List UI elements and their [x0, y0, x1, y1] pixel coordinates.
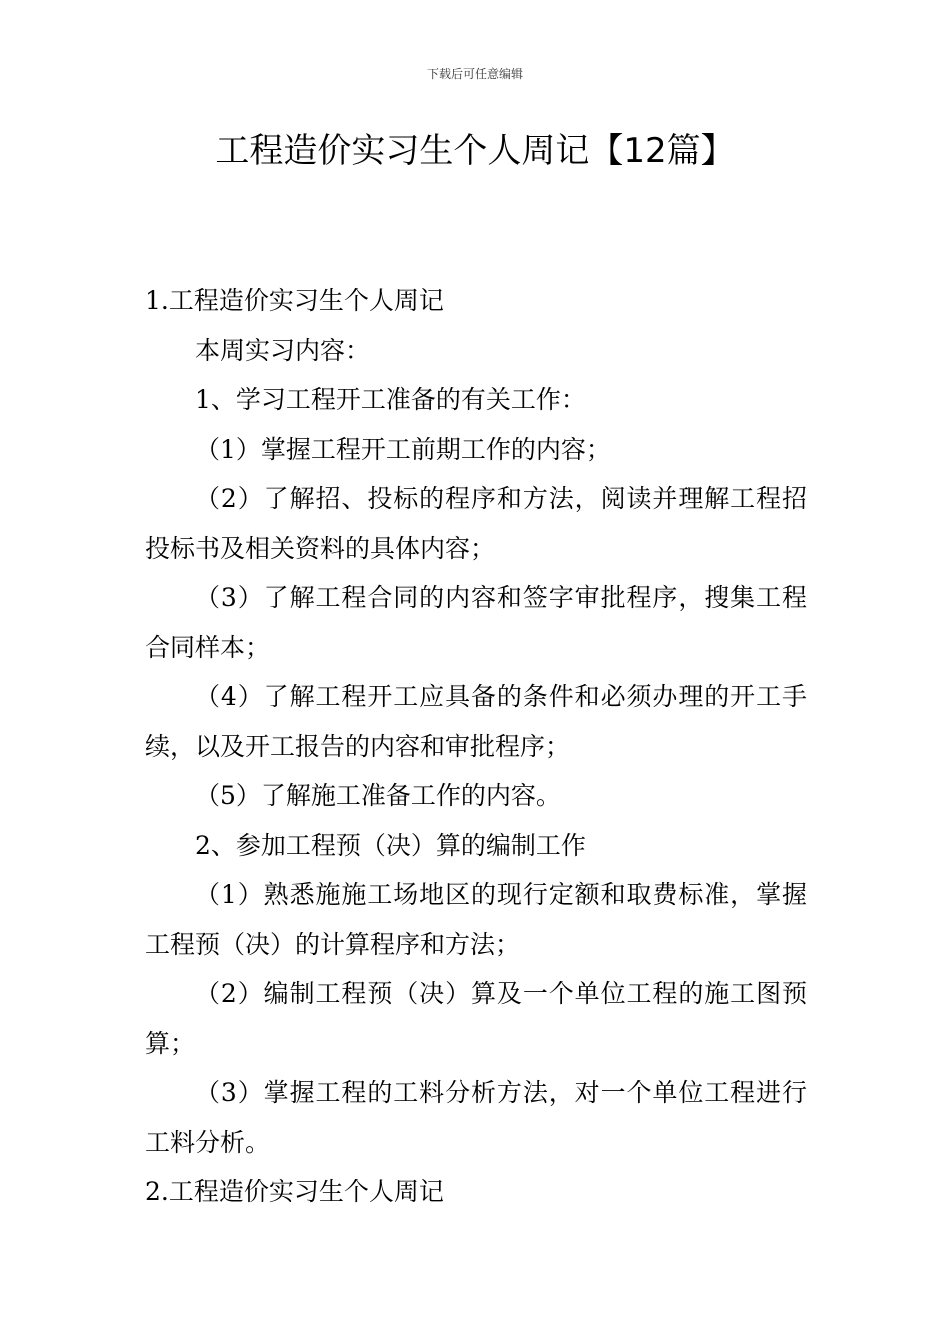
document-title: 工程造价实习生个人周记【12篇】 [215, 131, 735, 171]
paragraph: 1、学习工程开工准备的有关工作： [195, 385, 586, 414]
paragraph: （2）了解招、投标的程序和方法，阅读并理解工程招投标书及相关资料的具体内容； [145, 484, 807, 563]
paragraph: （1）熟悉施施工场地区的现行定额和取费标准，掌握工程预（决）的计算程序和方法； [145, 880, 807, 959]
section-heading-2: 2.工程造价实习生个人周记 [145, 1177, 444, 1206]
paragraph: （3）了解工程合同的内容和签字审批程序，搜集工程合同样本； [145, 583, 807, 662]
paragraph: （3）掌握工程的工料分析方法，对一个单位工程进行工料分析。 [145, 1078, 807, 1157]
header-note: 下载后可任意编辑 [426, 67, 523, 81]
document-body [145, 276, 807, 1217]
paragraph: （1）掌握工程开工前期工作的内容； [195, 434, 611, 464]
section-heading-1: 1.工程造价实习生个人周记 [145, 286, 444, 315]
paragraph: 2、参加工程预（决）算的编制工作 [195, 830, 586, 860]
paragraph: 本周实习内容： [195, 335, 371, 365]
paragraph: （4）了解工程开工应具备的条件和必须办理的开工手续，以及开工报告的内容和审批程序； [145, 682, 807, 761]
paragraph: （5）了解施工准备工作的内容。 [195, 781, 561, 810]
paragraph: （2）编制工程预（决）算及一个单位工程的施工图预算； [145, 979, 807, 1058]
